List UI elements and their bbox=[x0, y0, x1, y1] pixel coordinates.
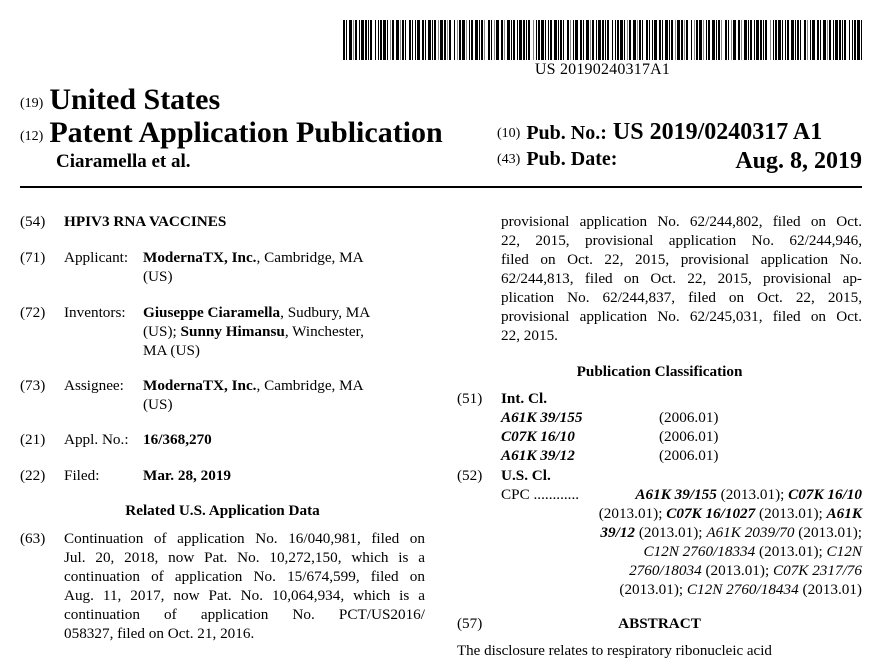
filed-label: Filed: bbox=[64, 467, 100, 484]
text-line: Jul. 20, 2018, now Pat. No. 10,272,150, which is a bbox=[64, 549, 425, 566]
inid-code: (72) bbox=[20, 304, 46, 321]
abstract-text: The disclosure relates to respiratory ribonucleic acid bbox=[457, 643, 772, 659]
inid-code: (57) bbox=[457, 615, 483, 632]
inid-code: (73) bbox=[20, 377, 46, 394]
text-line: Continuation of application No. 16/040,981, filed on bbox=[64, 530, 425, 547]
text-line: 22, 2015, provisional application No. 62/244,946, bbox=[501, 232, 862, 249]
publication-classification-heading: Publication Classification bbox=[576, 363, 743, 380]
cpc-line bbox=[501, 561, 862, 580]
cpc-line bbox=[501, 542, 862, 561]
related-data-heading: Related U.S. Application Data bbox=[125, 502, 320, 519]
publication-type: Patent Application Publication bbox=[49, 116, 443, 149]
inid-code: (52) bbox=[457, 467, 483, 484]
appl-no-label: Appl. No.: bbox=[64, 431, 129, 448]
inid-code: (22) bbox=[20, 467, 46, 484]
int-cl-label: Int. Cl. bbox=[501, 390, 547, 407]
country-name: United States bbox=[49, 83, 221, 116]
field-int-cl bbox=[457, 389, 862, 469]
cpc-line bbox=[501, 580, 862, 599]
inid-code: (54) bbox=[20, 213, 46, 230]
cpc-text: (2013.01); bbox=[755, 543, 827, 560]
publication-type-heading bbox=[20, 116, 443, 150]
invention-title: HPIV3 RNA VACCINES bbox=[64, 213, 227, 230]
cpc-code-primary: A61K bbox=[826, 505, 862, 522]
assignee-name: ModernaTX, Inc. bbox=[143, 377, 257, 394]
field-filed bbox=[20, 466, 425, 486]
text-line: Aug. 11, 2017, now Pat. No. 10,064,934, which is a bbox=[64, 587, 425, 604]
cpc-line bbox=[501, 523, 862, 542]
first-inventor: Ciaramella et al. bbox=[56, 151, 191, 172]
inid-code: (51) bbox=[457, 390, 483, 407]
barcode-number: US 20190240317A1 bbox=[534, 61, 671, 78]
inventor-location: , Sudbury, MA bbox=[280, 304, 371, 321]
applicant-name: ModernaTX, Inc. bbox=[143, 249, 257, 266]
continuation-text bbox=[64, 529, 425, 643]
us-cl-label: U.S. Cl. bbox=[501, 467, 551, 484]
assignee-label: Assignee: bbox=[64, 377, 124, 394]
inventor-country: (US); bbox=[143, 323, 181, 340]
cpc-text: (2013.01); bbox=[635, 524, 707, 541]
cpc-code-primary: C07K 16/10 bbox=[788, 486, 862, 503]
field-appl-no bbox=[20, 430, 425, 450]
cpc-label: CPC ............ bbox=[501, 486, 580, 503]
text-line: plication No. 62/244,837, filed on Oct. 22, 2015, bbox=[501, 289, 862, 306]
text-line: continuation of application No. PCT/US2016/ bbox=[64, 606, 425, 623]
inid-code: (21) bbox=[20, 431, 46, 448]
cpc-code-primary: 39/12 bbox=[600, 524, 636, 541]
header-divider bbox=[20, 186, 862, 188]
classification-code: A61K 39/12 bbox=[501, 447, 575, 464]
cpc-text: (2013.01); bbox=[716, 486, 789, 503]
text-line: continuation of application No. 15/674,599, filed on bbox=[64, 568, 425, 585]
field-assignee bbox=[20, 376, 425, 416]
cpc-line bbox=[501, 504, 862, 523]
filed-value: Mar. 28, 2019 bbox=[143, 467, 232, 484]
inid-code: (43) bbox=[497, 152, 521, 167]
appl-no-value: 16/368,270 bbox=[143, 431, 212, 448]
cpc-code: C12N 2760/18334 bbox=[643, 543, 756, 560]
applicant-country: (US) bbox=[143, 268, 173, 285]
cpc-text: (2013.01); bbox=[701, 562, 773, 579]
inid-code: (71) bbox=[20, 249, 46, 266]
assignee-value bbox=[143, 376, 425, 414]
classification-code: A61K 39/155 bbox=[501, 409, 583, 426]
text-line: provisional application No. 62/244,802, filed on Oct. bbox=[501, 213, 862, 230]
cpc-code: 2760/18034 bbox=[629, 562, 702, 579]
field-continuation bbox=[20, 529, 425, 647]
inid-code: (10) bbox=[497, 126, 521, 141]
country-heading bbox=[20, 83, 220, 117]
classification-version: (2006.01) bbox=[659, 409, 719, 426]
publication-number bbox=[497, 119, 822, 146]
field-applicant bbox=[20, 248, 425, 288]
publication-date bbox=[497, 148, 862, 174]
inid-code: (12) bbox=[20, 129, 44, 144]
field-abstract bbox=[457, 614, 862, 634]
cpc-code-primary: A61K 39/155 bbox=[635, 486, 717, 503]
cpc-text: (2013.01) bbox=[798, 581, 862, 598]
barcode bbox=[343, 20, 862, 60]
cpc-line bbox=[501, 485, 862, 504]
inid-code: (63) bbox=[20, 530, 46, 547]
inventor-country: MA (US) bbox=[143, 342, 200, 359]
inid-code: (19) bbox=[20, 96, 44, 111]
cpc-text: (2013.01); bbox=[598, 505, 667, 522]
inventor-name: Giuseppe Ciaramella bbox=[143, 304, 281, 321]
text-line: 62/244,813, filed on Oct. 22, 2015, provisional ap- bbox=[501, 270, 862, 287]
cpc-code: C07K 2317/76 bbox=[772, 562, 862, 579]
field-inventors bbox=[20, 303, 425, 363]
pub-no-label: Pub. No.: bbox=[526, 122, 607, 144]
classification-version: (2006.01) bbox=[659, 447, 719, 464]
applicant-location: , Cambridge, MA bbox=[256, 249, 364, 266]
classification-code: C07K 16/10 bbox=[501, 428, 575, 445]
applicant-value bbox=[143, 248, 425, 286]
cpc-code: C12N bbox=[826, 543, 862, 560]
assignee-location: , Cambridge, MA bbox=[256, 377, 364, 394]
abstract-heading: ABSTRACT bbox=[618, 615, 701, 632]
text-line: 058327, filed on Oct. 21, 2016. bbox=[64, 625, 255, 642]
applicant-label: Applicant: bbox=[64, 249, 129, 266]
cpc-code-primary: C07K 16/1027 bbox=[666, 505, 756, 522]
inventor-name: Sunny Himansu bbox=[180, 323, 285, 340]
assignee-country: (US) bbox=[143, 396, 173, 413]
field-us-cl bbox=[457, 466, 862, 606]
pub-no-value: US 2019/0240317 A1 bbox=[612, 119, 823, 145]
cpc-text: (2013.01); bbox=[619, 581, 687, 598]
classification-version: (2006.01) bbox=[659, 428, 719, 445]
cpc-code: C12N 2760/18434 bbox=[686, 581, 799, 598]
inventors-label: Inventors: bbox=[64, 304, 126, 321]
cpc-classification bbox=[501, 485, 862, 599]
inventors-value bbox=[143, 303, 425, 360]
text-line: filed on Oct. 22, 2015, provisional application No. bbox=[501, 251, 862, 268]
provisional-applications-text bbox=[501, 212, 862, 345]
cpc-text: (2013.01); bbox=[755, 505, 827, 522]
inventor-location: , Winchester, bbox=[284, 323, 364, 340]
pub-date-label: Pub. Date: bbox=[526, 148, 618, 170]
text-line: provisional application No. 62/245,031, filed on Oct. bbox=[501, 308, 862, 325]
field-title bbox=[20, 212, 425, 232]
pub-date-value: Aug. 8, 2019 bbox=[735, 148, 862, 174]
cpc-text: (2013.01); bbox=[794, 524, 862, 541]
text-line: 22, 2015. bbox=[501, 327, 558, 344]
cpc-code: A61K 2039/70 bbox=[706, 524, 795, 541]
